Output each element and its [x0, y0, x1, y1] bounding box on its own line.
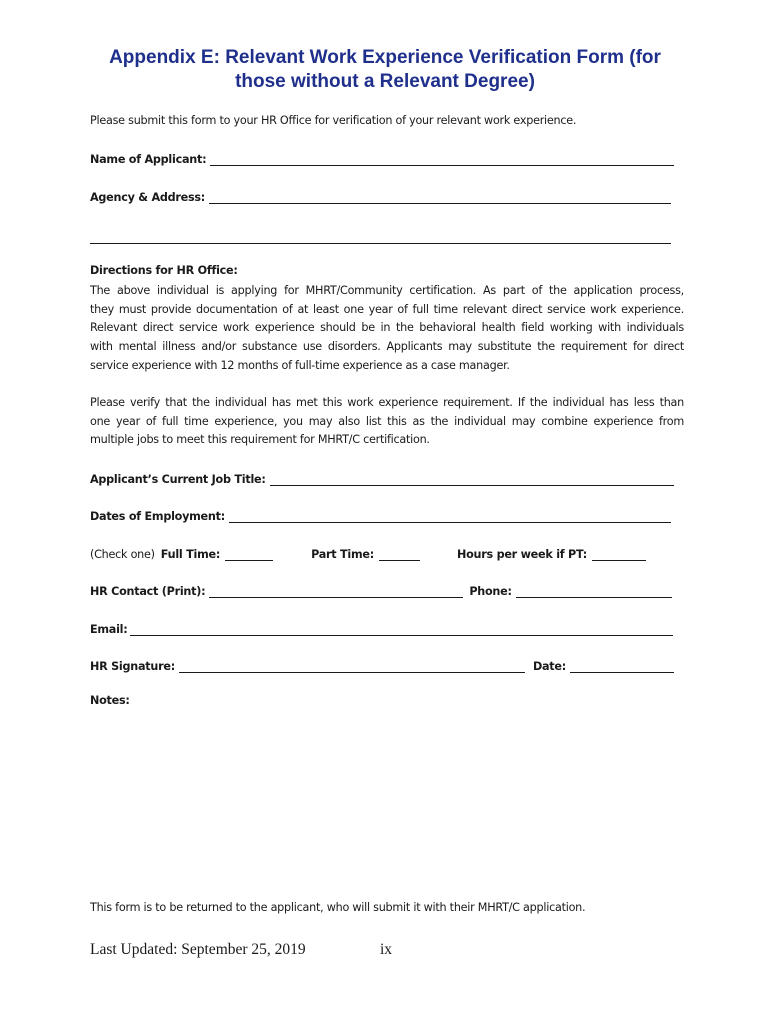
email-label: Email:	[90, 623, 128, 636]
page-number: ix	[380, 941, 393, 958]
agency-address-label: Agency & Address:	[90, 191, 206, 204]
directions-p1-line: they must provide documentation of at least one year of full time relevant direct service work experience.	[90, 302, 684, 316]
agency-address-input-line[interactable]	[209, 191, 671, 204]
hr-signature-input-line[interactable]	[179, 660, 525, 673]
hr-contact-input-line[interactable]	[209, 585, 463, 598]
phone-input-line[interactable]	[516, 585, 672, 598]
address-continuation-field[interactable]	[90, 226, 671, 244]
hr-contact-row	[90, 580, 672, 598]
directions-p2-line: Please verify that the individual has met this work experience requirement. If the individual has less than	[90, 396, 684, 409]
directions-paragraph-1	[90, 282, 684, 376]
name-of-applicant-field[interactable]	[90, 148, 674, 166]
directions-p1-line: with mental illness and/or substance use disorders. Applicants may substitute the requirement for direct	[90, 340, 684, 354]
full-time-input-line[interactable]	[225, 548, 273, 561]
directions-p1-line: The above individual is applying for MHRT/Community certification. As part of the application process,	[90, 284, 684, 297]
hr-signature-label: HR Signature:	[90, 660, 175, 673]
agency-address-field[interactable]	[90, 186, 671, 204]
directions-p2-line: multiple jobs to meet this requirement for MHRT/C certification.	[90, 433, 430, 447]
title-line-1: Appendix E: Relevant Work Experience Verification Form (for	[109, 47, 661, 68]
date-input-line[interactable]	[570, 660, 674, 673]
address-continuation-input-line[interactable]	[90, 231, 671, 244]
notes-label: Notes:	[90, 694, 130, 707]
part-time-input-line[interactable]	[379, 548, 420, 561]
notes-area[interactable]	[90, 716, 674, 886]
page-title	[60, 46, 710, 94]
directions-heading: Directions for HR Office:	[90, 264, 238, 277]
directions-paragraph-2	[90, 394, 684, 450]
return-instruction-text: This form is to be returned to the applicant, who will submit it with their MHRT/C application.	[90, 901, 586, 914]
dates-of-employment-input-line[interactable]	[229, 510, 671, 523]
job-title-field[interactable]	[90, 468, 674, 486]
intro-text: Please submit this form to your HR Office for verification of your relevant work experience.	[90, 114, 577, 127]
directions-p1-line: Relevant direct service work experience should be in the behavioral health field working with individuals	[90, 321, 684, 335]
directions-p2-line: one year of full time experience, you may also list this as the individual may combine experience from	[90, 414, 684, 428]
job-title-input-line[interactable]	[270, 473, 674, 486]
job-title-label: Applicant’s Current Job Title:	[90, 473, 266, 486]
email-input-line[interactable]	[130, 623, 674, 636]
title-line-2: those without a Relevant Degree)	[235, 71, 535, 92]
hr-contact-label: HR Contact (Print):	[90, 585, 206, 598]
part-time-label: Part Time:	[311, 548, 374, 561]
name-of-applicant-label: Name of Applicant:	[90, 153, 207, 166]
directions-p1-line: service experience with 12 months of full-time experience as a case manager.	[90, 358, 510, 372]
hr-signature-row	[90, 655, 674, 673]
dates-of-employment-field[interactable]	[90, 505, 671, 523]
name-of-applicant-input-line[interactable]	[210, 153, 674, 166]
email-field[interactable]	[90, 618, 673, 636]
hours-per-week-input-line[interactable]	[592, 548, 646, 561]
phone-label: Phone:	[469, 585, 512, 598]
hours-per-week-label: Hours per week if PT:	[457, 548, 587, 561]
dates-of-employment-label: Dates of Employment:	[90, 510, 225, 523]
full-time-label: Full Time:	[160, 548, 221, 561]
employment-type-row	[90, 543, 650, 561]
last-updated-footer: Last Updated: September 25, 2019	[90, 941, 306, 958]
check-one-label: (Check one)	[90, 548, 155, 561]
date-label: Date:	[532, 660, 566, 673]
